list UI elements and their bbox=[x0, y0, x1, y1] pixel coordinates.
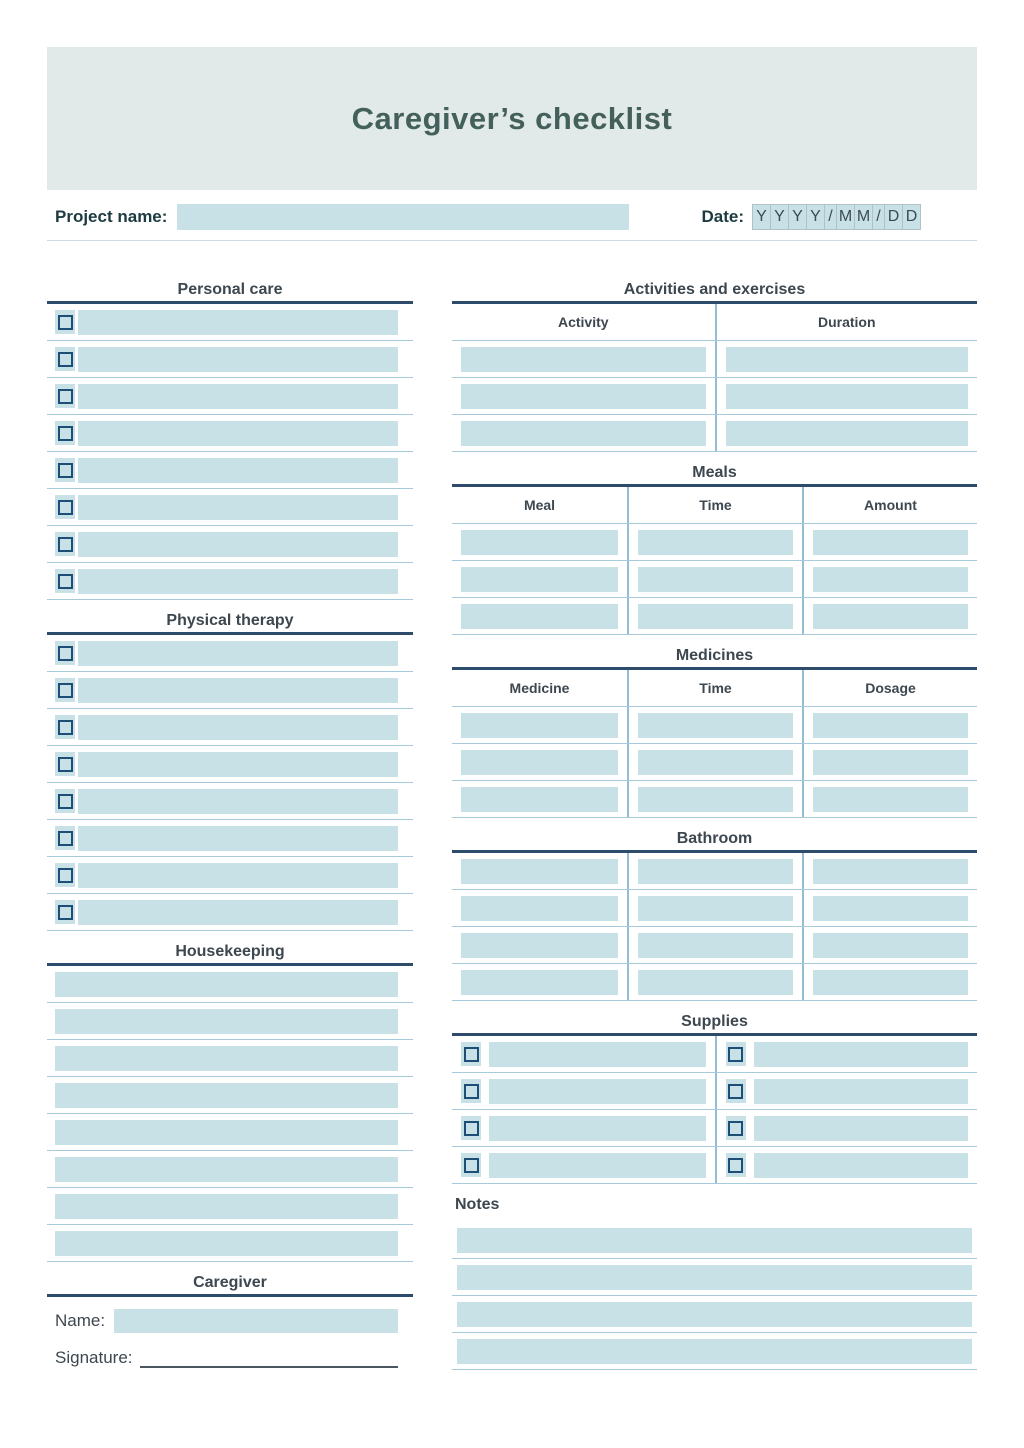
checkbox[interactable] bbox=[461, 1153, 481, 1177]
table-row bbox=[452, 781, 977, 818]
section-title-meals: Meals bbox=[692, 464, 737, 481]
text-field[interactable] bbox=[461, 567, 618, 592]
table-row bbox=[452, 890, 977, 927]
note-row bbox=[452, 1296, 977, 1333]
column-header: Amount bbox=[802, 487, 977, 523]
text-field[interactable] bbox=[638, 787, 793, 812]
supplies-cell bbox=[452, 1147, 715, 1183]
table-cell bbox=[715, 415, 978, 451]
date-label: Date: bbox=[701, 206, 744, 226]
checkbox[interactable] bbox=[726, 1042, 746, 1066]
date-cell[interactable]: M bbox=[854, 204, 873, 230]
section-title-supplies: Supplies bbox=[681, 1013, 748, 1030]
table-cell bbox=[802, 853, 977, 889]
supplies-row bbox=[452, 1147, 977, 1184]
text-field[interactable] bbox=[754, 1153, 969, 1178]
table-row bbox=[452, 524, 977, 561]
table-cell bbox=[802, 781, 977, 817]
meals-header-row bbox=[452, 487, 977, 524]
table-cell bbox=[715, 378, 978, 414]
table-cell bbox=[452, 927, 627, 963]
supplies-cell bbox=[452, 1036, 715, 1072]
date-cell[interactable]: / bbox=[824, 204, 837, 230]
list-row bbox=[47, 1225, 413, 1262]
table-cell bbox=[452, 744, 627, 780]
table-cell bbox=[452, 781, 627, 817]
supplies-cell bbox=[715, 1073, 978, 1109]
table-cell bbox=[627, 707, 802, 743]
left-column bbox=[47, 278, 413, 1371]
text-field[interactable] bbox=[457, 1302, 972, 1327]
column-header: Time bbox=[627, 670, 802, 706]
text-field[interactable] bbox=[78, 678, 398, 703]
column-header: Meal bbox=[523, 497, 556, 513]
text-field[interactable] bbox=[78, 900, 398, 925]
text-field[interactable] bbox=[457, 1339, 972, 1364]
table-cell bbox=[452, 341, 715, 377]
note-row bbox=[452, 1333, 977, 1370]
section-title-caregiver: Caregiver bbox=[193, 1274, 267, 1291]
table-cell bbox=[452, 378, 715, 414]
table-cell bbox=[452, 524, 627, 560]
bathroom-rows bbox=[452, 853, 977, 1001]
table-cell bbox=[802, 964, 977, 1000]
checklist-row bbox=[47, 672, 413, 709]
section-rule bbox=[47, 1294, 413, 1297]
date-cell[interactable]: Y bbox=[770, 204, 789, 230]
table-row bbox=[452, 707, 977, 744]
table-cell bbox=[715, 341, 978, 377]
text-field[interactable] bbox=[726, 347, 969, 372]
checkbox[interactable] bbox=[55, 310, 75, 334]
list-row bbox=[47, 1003, 413, 1040]
text-field[interactable] bbox=[461, 530, 618, 555]
text-field[interactable] bbox=[461, 421, 706, 446]
text-field[interactable] bbox=[78, 641, 398, 666]
header-divider bbox=[47, 240, 977, 241]
section-title-medicines: Medicines bbox=[675, 647, 754, 664]
text-field[interactable] bbox=[813, 530, 968, 555]
text-field[interactable] bbox=[638, 970, 793, 995]
personal-care-rows bbox=[47, 304, 413, 600]
text-field[interactable] bbox=[813, 787, 968, 812]
checkbox[interactable] bbox=[55, 421, 75, 445]
table-cell bbox=[452, 964, 627, 1000]
supplies-cell bbox=[715, 1110, 978, 1146]
meals-rows bbox=[452, 524, 977, 635]
caregiver-signature-line[interactable] bbox=[140, 1348, 399, 1368]
text-field[interactable] bbox=[78, 569, 398, 594]
text-field[interactable] bbox=[638, 604, 793, 629]
text-field[interactable] bbox=[754, 1042, 969, 1067]
text-field[interactable] bbox=[726, 384, 969, 409]
text-field[interactable] bbox=[813, 970, 968, 995]
text-field[interactable] bbox=[55, 1009, 398, 1034]
text-field[interactable] bbox=[754, 1079, 969, 1104]
checkbox[interactable] bbox=[461, 1079, 481, 1103]
text-field[interactable] bbox=[78, 495, 398, 520]
checklist-row bbox=[47, 452, 413, 489]
text-field[interactable] bbox=[78, 863, 398, 888]
activities-header-row bbox=[452, 304, 977, 341]
note-row bbox=[452, 1259, 977, 1296]
checkbox[interactable] bbox=[55, 458, 75, 482]
text-field[interactable] bbox=[461, 970, 618, 995]
medicines-header-row bbox=[452, 670, 977, 707]
table-row bbox=[452, 927, 977, 964]
text-field[interactable] bbox=[461, 604, 618, 629]
table-cell bbox=[802, 561, 977, 597]
checklist-row bbox=[47, 894, 413, 931]
date-cell[interactable]: Y bbox=[806, 204, 825, 230]
text-field[interactable] bbox=[638, 713, 793, 738]
form-page bbox=[47, 47, 977, 1371]
supplies-cell bbox=[715, 1147, 978, 1183]
checkbox[interactable] bbox=[726, 1079, 746, 1103]
checkbox[interactable] bbox=[726, 1153, 746, 1177]
checklist-row bbox=[47, 563, 413, 600]
supplies-cell bbox=[452, 1110, 715, 1146]
list-row bbox=[47, 966, 413, 1003]
text-field[interactable] bbox=[638, 567, 793, 592]
text-field[interactable] bbox=[489, 1116, 706, 1141]
table-cell bbox=[627, 964, 802, 1000]
text-field[interactable] bbox=[78, 458, 398, 483]
table-cell bbox=[802, 890, 977, 926]
supplies-cell bbox=[452, 1073, 715, 1109]
note-row bbox=[452, 1222, 977, 1259]
text-field[interactable] bbox=[638, 896, 793, 921]
text-field[interactable] bbox=[78, 384, 398, 409]
section-title-housekeeping: Housekeeping bbox=[175, 943, 285, 960]
text-field[interactable] bbox=[78, 347, 398, 372]
table-cell bbox=[802, 744, 977, 780]
caregiver-name-label: Name: bbox=[55, 1311, 106, 1330]
table-cell bbox=[452, 853, 627, 889]
table-cell bbox=[802, 927, 977, 963]
text-field[interactable] bbox=[638, 933, 793, 958]
text-field[interactable] bbox=[461, 347, 706, 372]
text-field[interactable] bbox=[55, 1194, 398, 1219]
checkbox[interactable] bbox=[726, 1116, 746, 1140]
text-field[interactable] bbox=[489, 1153, 706, 1178]
checkbox[interactable] bbox=[461, 1042, 481, 1066]
checkbox[interactable] bbox=[55, 752, 75, 776]
section-title-bathroom: Bathroom bbox=[676, 830, 753, 847]
caregiver-signature-label: Signature: bbox=[55, 1348, 133, 1367]
date-cell[interactable]: Y bbox=[788, 204, 807, 230]
caregiver-name-row bbox=[47, 1308, 413, 1334]
text-field[interactable] bbox=[78, 752, 398, 777]
date-cell[interactable]: M bbox=[836, 204, 855, 230]
medicines-rows bbox=[452, 707, 977, 818]
text-field[interactable] bbox=[461, 384, 706, 409]
checklist-row bbox=[47, 820, 413, 857]
column-gap bbox=[413, 278, 452, 1371]
checklist-row bbox=[47, 783, 413, 820]
text-field[interactable] bbox=[813, 713, 968, 738]
table-row bbox=[452, 561, 977, 598]
table-row bbox=[452, 744, 977, 781]
text-field[interactable] bbox=[461, 750, 618, 775]
table-cell bbox=[627, 890, 802, 926]
checkbox[interactable] bbox=[55, 826, 75, 850]
project-name-label: Project name: bbox=[55, 206, 168, 226]
supplies-row bbox=[452, 1073, 977, 1110]
table-cell bbox=[627, 781, 802, 817]
text-field[interactable] bbox=[638, 859, 793, 884]
text-field[interactable] bbox=[461, 787, 618, 812]
text-field[interactable] bbox=[813, 567, 968, 592]
text-field[interactable] bbox=[55, 1231, 398, 1256]
supplies-row bbox=[452, 1036, 977, 1073]
table-cell bbox=[452, 707, 627, 743]
checklist-row bbox=[47, 746, 413, 783]
project-name-input[interactable] bbox=[177, 204, 629, 230]
checklist-row bbox=[47, 378, 413, 415]
date-cell[interactable]: Y bbox=[752, 204, 771, 230]
list-row bbox=[47, 1040, 413, 1077]
text-field[interactable] bbox=[461, 859, 618, 884]
checklist-row bbox=[47, 304, 413, 341]
table-cell bbox=[802, 524, 977, 560]
physical-therapy-rows bbox=[47, 635, 413, 931]
table-cell bbox=[627, 927, 802, 963]
column-header: Time bbox=[627, 487, 802, 523]
checklist-row bbox=[47, 857, 413, 894]
text-field[interactable] bbox=[489, 1042, 706, 1067]
table-row bbox=[452, 341, 977, 378]
text-field[interactable] bbox=[78, 715, 398, 740]
checkbox[interactable] bbox=[55, 900, 75, 924]
table-cell bbox=[802, 707, 977, 743]
table-row bbox=[452, 598, 977, 635]
table-cell bbox=[627, 744, 802, 780]
checkbox[interactable] bbox=[55, 495, 75, 519]
text-field[interactable] bbox=[813, 750, 968, 775]
table-cell bbox=[452, 561, 627, 597]
text-field[interactable] bbox=[813, 896, 968, 921]
table-cell bbox=[452, 415, 715, 451]
section-title-notes: Notes bbox=[455, 1196, 500, 1213]
housekeeping-rows bbox=[47, 966, 413, 1262]
column-header: Dosage bbox=[802, 670, 977, 706]
checklist-row bbox=[47, 709, 413, 746]
table-row bbox=[452, 415, 977, 452]
table-cell bbox=[627, 598, 802, 634]
table-row bbox=[452, 964, 977, 1001]
table-row bbox=[452, 378, 977, 415]
column-header: Activity bbox=[557, 314, 609, 330]
list-row bbox=[47, 1077, 413, 1114]
right-column bbox=[452, 278, 977, 1371]
table-cell bbox=[802, 598, 977, 634]
checkbox[interactable] bbox=[55, 532, 75, 556]
checkbox[interactable] bbox=[55, 789, 75, 813]
column-header: Duration bbox=[715, 304, 978, 340]
checklist-row bbox=[47, 635, 413, 672]
list-row bbox=[47, 1114, 413, 1151]
supplies-row bbox=[452, 1110, 977, 1147]
checkbox[interactable] bbox=[55, 678, 75, 702]
table-cell bbox=[452, 890, 627, 926]
text-field[interactable] bbox=[461, 933, 618, 958]
text-field[interactable] bbox=[78, 826, 398, 851]
table-cell bbox=[627, 853, 802, 889]
list-row bbox=[47, 1151, 413, 1188]
text-field[interactable] bbox=[754, 1116, 969, 1141]
notes-rows bbox=[452, 1222, 977, 1370]
checkbox[interactable] bbox=[461, 1116, 481, 1140]
header-banner bbox=[47, 47, 977, 190]
text-field[interactable] bbox=[813, 933, 968, 958]
checkbox[interactable] bbox=[55, 347, 75, 371]
date-cell[interactable]: D bbox=[884, 204, 903, 230]
date-input[interactable] bbox=[752, 204, 921, 230]
checklist-row bbox=[47, 526, 413, 563]
text-field[interactable] bbox=[457, 1265, 972, 1290]
text-field[interactable] bbox=[813, 604, 968, 629]
column-header: Medicine bbox=[509, 680, 570, 696]
text-field[interactable] bbox=[489, 1079, 706, 1104]
supplies-rows bbox=[452, 1036, 977, 1184]
page-title: Caregiver’s checklist bbox=[351, 100, 673, 136]
text-field[interactable] bbox=[55, 972, 398, 997]
list-row bbox=[47, 1188, 413, 1225]
checkbox[interactable] bbox=[55, 863, 75, 887]
text-field[interactable] bbox=[726, 421, 969, 446]
text-field[interactable] bbox=[813, 859, 968, 884]
project-row bbox=[47, 203, 977, 230]
table-cell bbox=[627, 524, 802, 560]
text-field[interactable] bbox=[461, 713, 618, 738]
checkbox[interactable] bbox=[55, 384, 75, 408]
caregiver-signature-row bbox=[47, 1345, 413, 1371]
checkbox[interactable] bbox=[55, 715, 75, 739]
checklist-row bbox=[47, 415, 413, 452]
text-field[interactable] bbox=[78, 421, 398, 446]
text-field[interactable] bbox=[55, 1046, 398, 1071]
section-title-activities: Activities and exercises bbox=[623, 281, 806, 298]
section-title-personal-care: Personal care bbox=[177, 281, 283, 298]
text-field[interactable] bbox=[638, 530, 793, 555]
section-title-physical-therapy: Physical therapy bbox=[166, 612, 294, 629]
text-field[interactable] bbox=[457, 1228, 972, 1253]
date-cell[interactable]: / bbox=[872, 204, 885, 230]
checkbox[interactable] bbox=[55, 641, 75, 665]
activities-rows bbox=[452, 341, 977, 452]
text-field[interactable] bbox=[55, 1083, 398, 1108]
text-field[interactable] bbox=[55, 1120, 398, 1145]
table-cell bbox=[452, 598, 627, 634]
checklist-row bbox=[47, 489, 413, 526]
supplies-cell bbox=[715, 1036, 978, 1072]
checkbox[interactable] bbox=[55, 569, 75, 593]
table-row bbox=[452, 853, 977, 890]
checklist-row bbox=[47, 341, 413, 378]
text-field[interactable] bbox=[55, 1157, 398, 1182]
caregiver-name-input[interactable] bbox=[114, 1309, 398, 1333]
text-field[interactable] bbox=[78, 789, 398, 814]
table-cell bbox=[627, 561, 802, 597]
text-field[interactable] bbox=[461, 896, 618, 921]
text-field[interactable] bbox=[78, 532, 398, 557]
text-field[interactable] bbox=[638, 750, 793, 775]
text-field[interactable] bbox=[78, 310, 398, 335]
date-cell[interactable]: D bbox=[902, 204, 921, 230]
form-columns bbox=[47, 278, 977, 1371]
